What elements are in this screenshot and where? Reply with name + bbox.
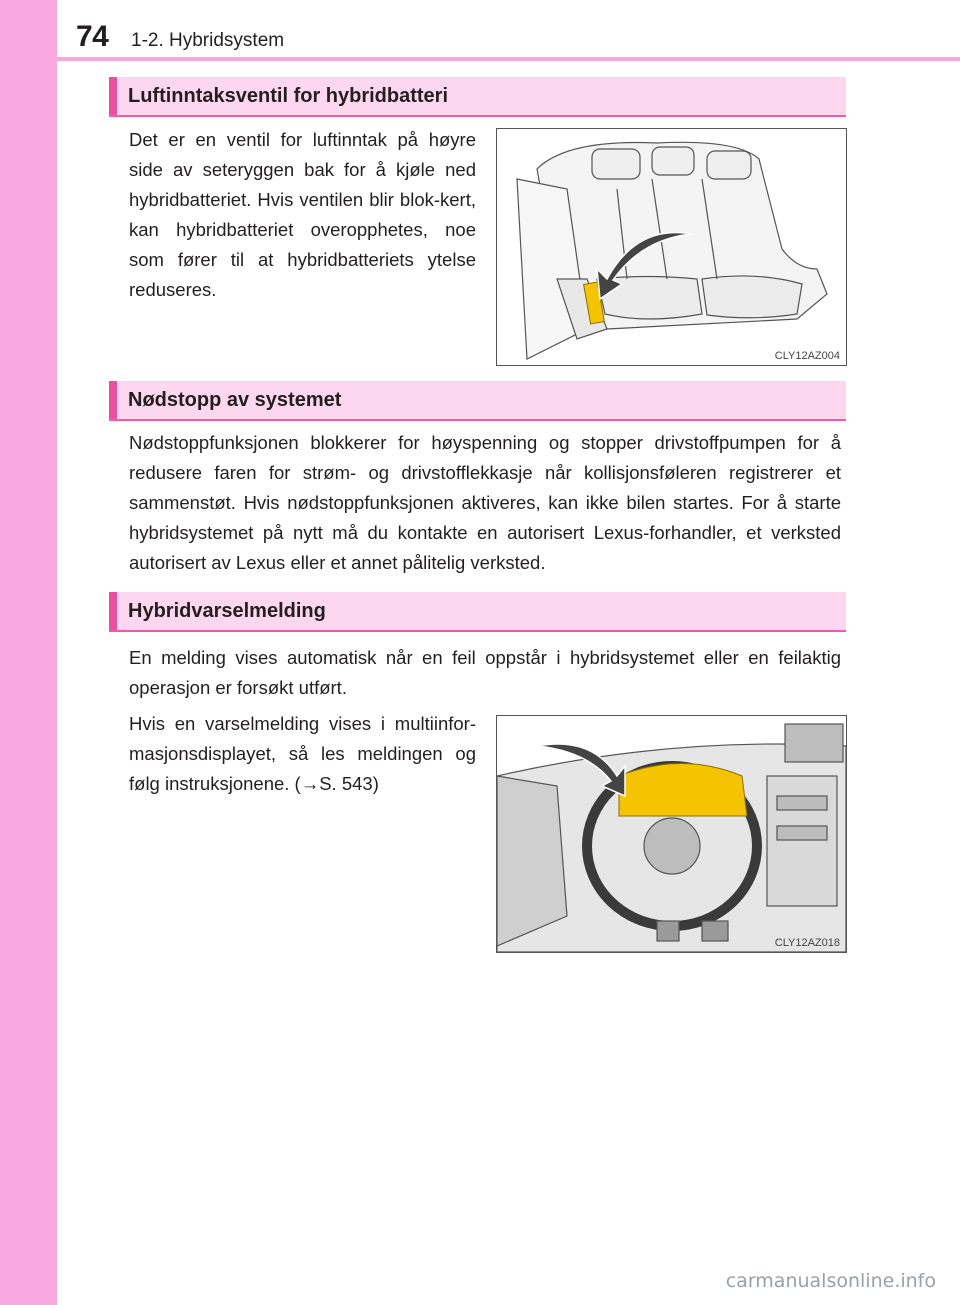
- hybrid-warning-paragraph-2: Hvis en varselmelding vises i multiinfor-masjonsdisplayet, så les meldingen og følg instruksjonene. (→S. 543): [129, 713, 476, 794]
- chapter-title: 1-2. Hybridsystem: [131, 30, 285, 51]
- dashboard-drawing: [497, 716, 846, 952]
- header-divider: [57, 57, 960, 61]
- hybrid-warning-paragraph-1: En melding vises automatisk når en feil oppstår i hybridsystemet eller en feilaktig operasjon er forsøkt utført.: [129, 647, 841, 698]
- section-heading-label: Nødstopp av systemet: [128, 389, 342, 411]
- figure-code: CLY12AZ004: [774, 350, 840, 362]
- rear-seat-drawing: [497, 129, 846, 365]
- heading-accent-bar: [109, 592, 117, 630]
- section-heading-emergency-stop: [109, 381, 846, 421]
- section-heading-label: Hybridvarselmelding: [128, 600, 326, 622]
- page-number: 74: [76, 20, 109, 53]
- heading-accent-bar: [109, 77, 117, 115]
- heading-accent-bar: [109, 381, 117, 419]
- section-heading-air-intake: [109, 77, 846, 117]
- section-heading-hybrid-warning: [109, 592, 846, 632]
- figure-code: CLY12AZ018: [774, 937, 840, 949]
- dashboard-illustration: [496, 715, 847, 953]
- rear-seat-illustration: [496, 128, 847, 366]
- side-color-band: [0, 0, 57, 1305]
- section-heading-label: Luftinntaksventil for hybridbatteri: [128, 85, 449, 107]
- air-intake-paragraph: Det er en ventil for luftinntak på høyre side av seteryggen bak for å kjøle ned hybridbatteriet. Hvis ventilen blir blok-kert, kan hybridbatteriet overopphetes, noe som fører til at hybridbatteriets ytelse reduseres.: [129, 129, 476, 300]
- watermark: carmanualsonline.info: [725, 1270, 936, 1292]
- emergency-stop-paragraph: Nødstoppfunksjonen blokkerer for høyspenning og stopper drivstoffpumpen for å redusere faren for strøm- og drivstofflekkasje når kollisjonsføleren registrerer et sammenstøt. Hvis nødstoppfunksjonen aktiveres, kan ikke bilen startes. For å starte hybridsystemet på nytt må du kontakte en autorisert Lexus-forhandler, et verksted autorisert av Lexus eller et annet pålitelig verksted.: [129, 432, 841, 573]
